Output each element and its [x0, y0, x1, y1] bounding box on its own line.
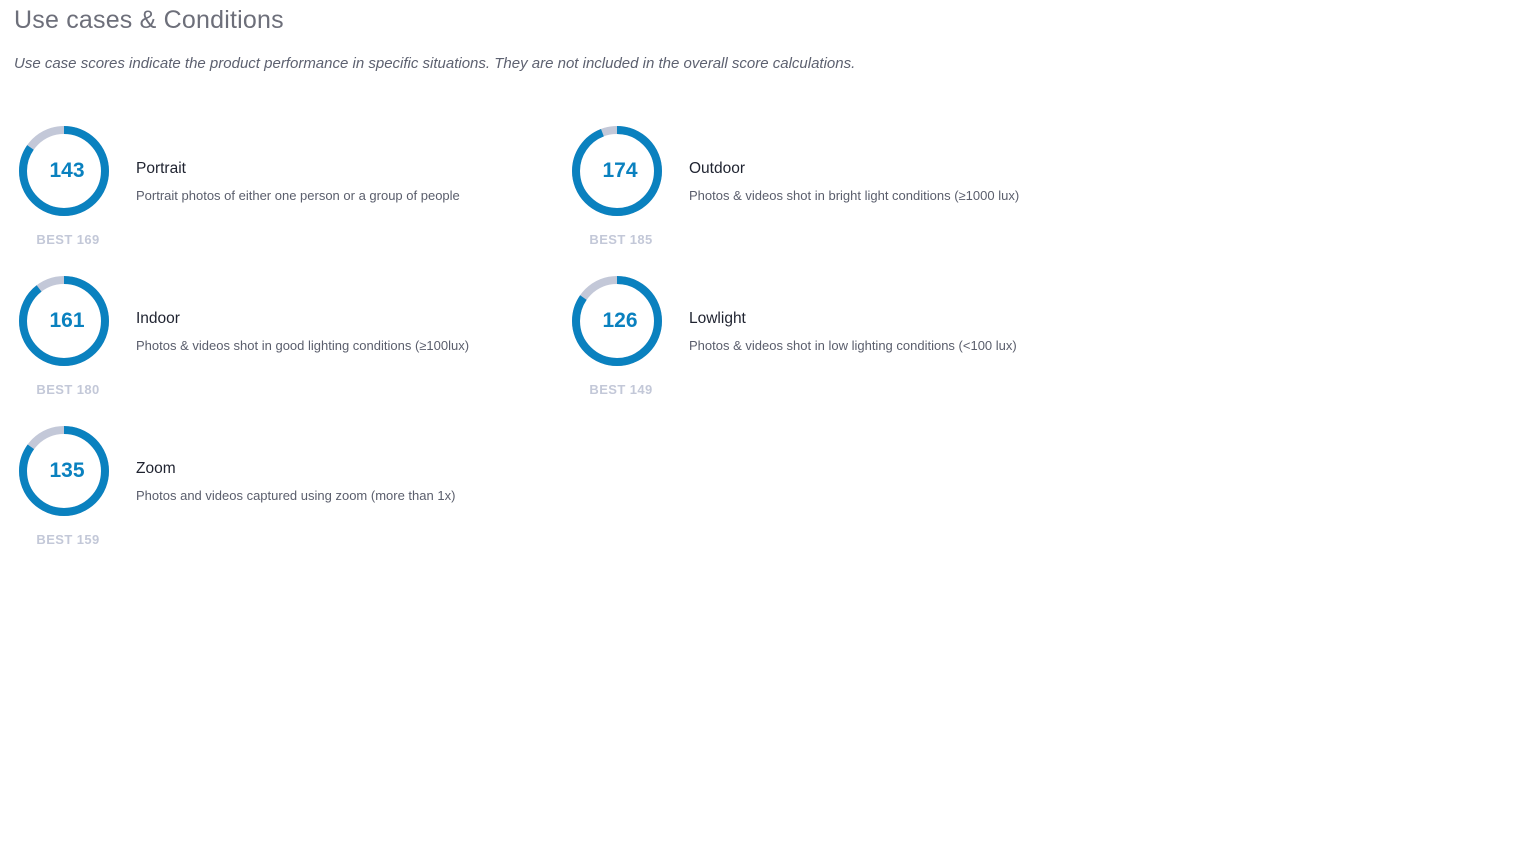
use-case-portrait — [17, 124, 557, 254]
best-score-label: BEST 149 — [589, 382, 653, 397]
use-case-lowlight — [570, 274, 1110, 404]
use-case-zoom — [17, 424, 557, 554]
best-score-label: BEST 159 — [36, 532, 100, 547]
use-case-indoor — [17, 274, 557, 404]
score-value: 135 — [49, 459, 85, 482]
use-case-description: Photos & videos shot in low lighting conditions (<100 lux) — [689, 338, 1017, 353]
use-case-outdoor — [570, 124, 1110, 254]
use-case-description: Photos & videos shot in good lighting conditions (≥100lux) — [136, 338, 470, 353]
use-case-title: Indoor — [136, 310, 180, 327]
best-score-label: BEST 185 — [589, 232, 653, 247]
use-case-description: Photos and videos captured using zoom (more than 1x) — [136, 488, 456, 503]
use-case-title: Lowlight — [689, 310, 746, 327]
use-case-title: Portrait — [136, 160, 186, 177]
score-value: 126 — [602, 309, 638, 332]
score-value: 161 — [49, 309, 85, 332]
best-score-label: BEST 169 — [36, 232, 100, 247]
best-score-label: BEST 180 — [36, 382, 100, 397]
use-case-description: Photos & videos shot in bright light conditions (≥1000 lux) — [689, 188, 1020, 203]
use-case-title: Zoom — [136, 460, 176, 477]
use-case-description: Portrait photos of either one person or a group of people — [136, 188, 460, 203]
score-value: 143 — [49, 159, 85, 182]
page-subtitle: Use case scores indicate the product performance in specific situations. They are not included in the overall score calculations. — [14, 55, 856, 72]
score-value: 174 — [602, 159, 638, 182]
use-case-title: Outdoor — [689, 160, 746, 177]
page-title: Use cases & Conditions — [14, 6, 284, 34]
